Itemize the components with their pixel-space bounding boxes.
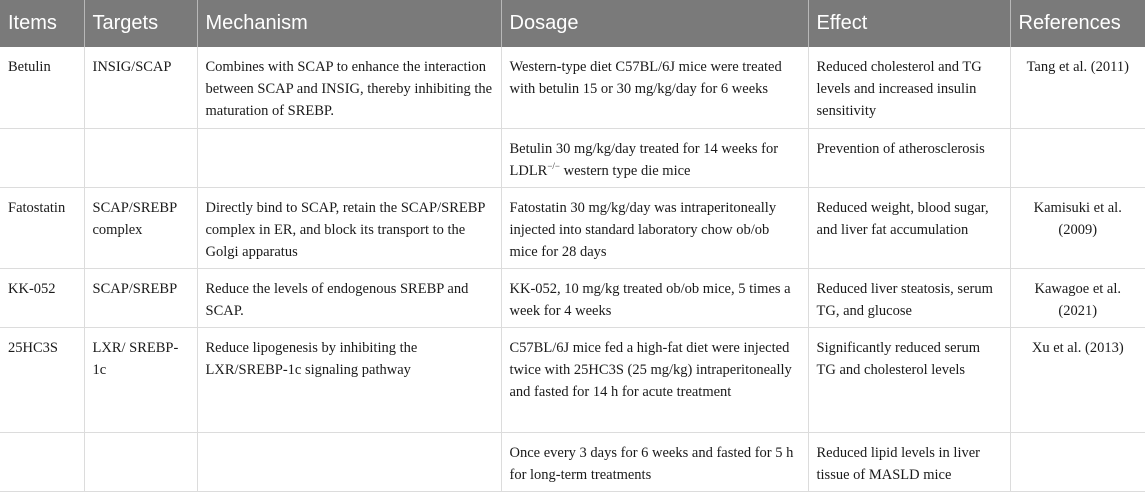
cell-target: INSIG/SCAP <box>84 47 197 129</box>
dosage-text-post: western type die mice <box>560 163 691 179</box>
cell-target <box>84 433 197 492</box>
header-targets: Targets <box>84 0 197 47</box>
cell-effect: Reduced cholesterol and TG levels and increased insulin sensitivity <box>808 47 1010 129</box>
table-row <box>0 269 1145 328</box>
cell-item: Fatostatin <box>0 188 84 269</box>
cell-effect: Reduced weight, blood sugar, and liver fat accumulation <box>808 188 1010 269</box>
cell-effect: Significantly reduced serum TG and cholesterol levels <box>808 328 1010 433</box>
table-row <box>0 328 1145 433</box>
table-row <box>0 188 1145 269</box>
table-row <box>0 433 1145 492</box>
header-references: References <box>1010 0 1145 47</box>
cell-dosage: C57BL/6J mice fed a high-fat diet were injected twice with 25HC3S (25 mg/kg) intraperitoneally and fasted for 14 h for acute treatment <box>501 328 808 433</box>
header-items: Items <box>0 0 84 47</box>
cell-target: LXR/ SREBP-1c <box>84 328 197 433</box>
header-effect: Effect <box>808 0 1010 47</box>
cell-dosage: Fatostatin 30 mg/kg/day was intraperitoneally injected into standard laboratory chow ob/ob mice for 28 days <box>501 188 808 269</box>
cell-target: SCAP/SREBP <box>84 269 197 328</box>
cell-target <box>84 129 197 188</box>
dosage-text-pre: Betulin 30 mg/kg/day treated for 14 weeks for LDLR <box>509 141 779 179</box>
cell-dosage <box>501 129 808 188</box>
cell-reference <box>1010 433 1145 492</box>
cell-target: SCAP/SREBP complex <box>84 188 197 269</box>
cell-dosage: Once every 3 days for 6 weeks and fasted for 5 h for long-term treatments <box>501 433 808 492</box>
cell-item: 25HC3S <box>0 328 84 433</box>
cell-dosage: Western-type diet C57BL/6J mice were treated with betulin 15 or 30 mg/kg/day for 6 weeks <box>501 47 808 129</box>
cell-dosage: KK-052, 10 mg/kg treated ob/ob mice, 5 times a week for 4 weeks <box>501 269 808 328</box>
cell-mechanism: Reduce lipogenesis by inhibiting the LXR/SREBP-1c signaling pathway <box>197 328 501 433</box>
cell-item <box>0 129 84 188</box>
cell-reference: Xu et al. (2013) <box>1010 328 1145 433</box>
cell-reference <box>1010 129 1145 188</box>
cell-item: Betulin <box>0 47 84 129</box>
cell-item <box>0 433 84 492</box>
header-dosage: Dosage <box>501 0 808 47</box>
cell-mechanism: Reduce the levels of endogenous SREBP and SCAP. <box>197 269 501 328</box>
table-header <box>0 0 1145 47</box>
header-mechanism: Mechanism <box>197 0 501 47</box>
header-row <box>0 0 1145 47</box>
cell-mechanism <box>197 433 501 492</box>
table-row <box>0 129 1145 188</box>
cell-effect: Reduced liver steatosis, serum TG, and glucose <box>808 269 1010 328</box>
cell-reference: Kawagoe et al. (2021) <box>1010 269 1145 328</box>
cell-item: KK-052 <box>0 269 84 328</box>
cell-mechanism <box>197 129 501 188</box>
table-row <box>0 47 1145 129</box>
table-body <box>0 47 1145 492</box>
cell-reference: Tang et al. (2011) <box>1010 47 1145 129</box>
cell-effect: Prevention of atherosclerosis <box>808 129 1010 188</box>
cell-mechanism: Combines with SCAP to enhance the interaction between SCAP and INSIG, thereby inhibiting the maturation of SREBP. <box>197 47 501 129</box>
cell-effect: Reduced lipid levels in liver tissue of MASLD mice <box>808 433 1010 492</box>
dosage-superscript: −/− <box>547 161 561 172</box>
cell-reference: Kamisuki et al. (2009) <box>1010 188 1145 269</box>
cell-mechanism: Directly bind to SCAP, retain the SCAP/SREBP complex in ER, and block its transport to the Golgi apparatus <box>197 188 501 269</box>
